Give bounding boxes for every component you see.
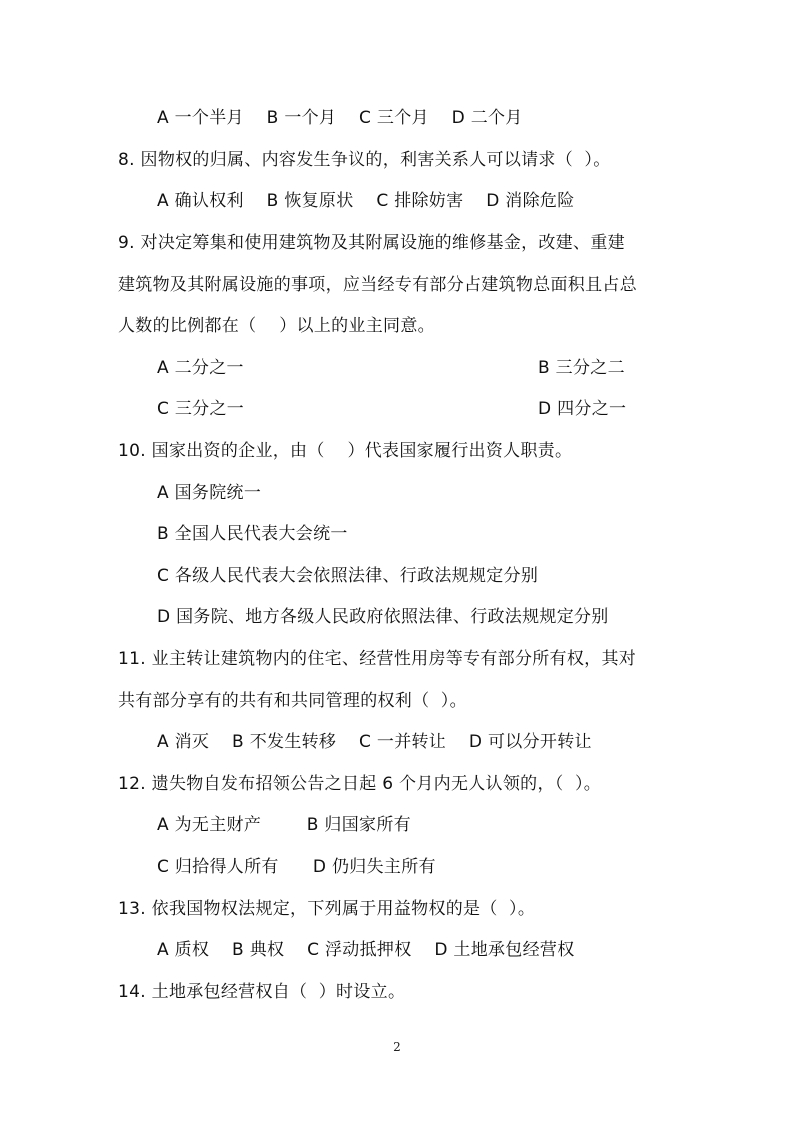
q13-options: A 质权 B 典权 C 浮动抵押权 D 土地承包经营权 — [157, 940, 575, 960]
page-number: 2 — [393, 1040, 401, 1054]
q8-options: A 确认权利 B 恢复原状 C 排除妨害 D 消除危险 — [157, 191, 575, 211]
q12-stem: 12. 遗失物自发布招领公告之日起 6 个月内无人认领的，（ ）。 — [118, 774, 602, 794]
q10-option-a: A 国务院统一 — [157, 483, 262, 503]
q11-options: A 消灭 B 不发生转移 C 一并转让 D 可以分开转让 — [157, 732, 592, 752]
q13-stem: 13. 依我国物权法规定，下列属于用益物权的是（ ）。 — [118, 899, 536, 919]
q14-stem: 14. 土地承包经营权自（ ）时设立。 — [118, 982, 406, 1002]
q9-option-b: B 三分之二 — [538, 358, 625, 378]
q8-stem: 8. 因物权的归属、内容发生争议的，利害关系人可以请求（ ）。 — [118, 150, 611, 170]
q11-stem-line1: 11. 业主转让建筑物内的住宅、经营性用房等专有部分所有权，其对 — [118, 649, 637, 669]
q12-options-cd: C 归拾得人所有 D 仍归失主所有 — [157, 857, 436, 877]
q9-option-a: A 二分之一 — [157, 358, 244, 378]
q9-stem-line3: 人数的比例都在（ ）以上的业主同意。 — [118, 316, 435, 336]
q10-option-d: D 国务院、地方各级人民政府依照法律、行政法规规定分别 — [157, 607, 609, 627]
q9-stem-line1: 9. 对决定筹集和使用建筑物及其附属设施的维修基金，改建、重建 — [118, 233, 625, 253]
q7-options: A 一个半月 B 一个月 C 三个月 D 二个月 — [157, 108, 523, 128]
q11-stem-line2: 共有部分享有的共有和共同管理的权利（ ）。 — [118, 691, 467, 711]
q9-option-c: C 三分之一 — [157, 399, 245, 419]
q10-stem: 10. 国家出资的企业，由（ ）代表国家履行出资人职责。 — [118, 441, 573, 461]
q10-option-c: C 各级人民代表大会依照法律、行政法规规定分别 — [157, 566, 539, 586]
q9-stem-line2: 建筑物及其附属设施的事项，应当经专有部分占建筑物总面积且占总 — [118, 275, 637, 295]
q10-option-b: B 全国人民代表大会统一 — [157, 524, 348, 544]
q9-option-d: D 四分之一 — [538, 399, 627, 419]
q12-options-ab: A 为无主财产 B 归国家所有 — [157, 815, 411, 835]
